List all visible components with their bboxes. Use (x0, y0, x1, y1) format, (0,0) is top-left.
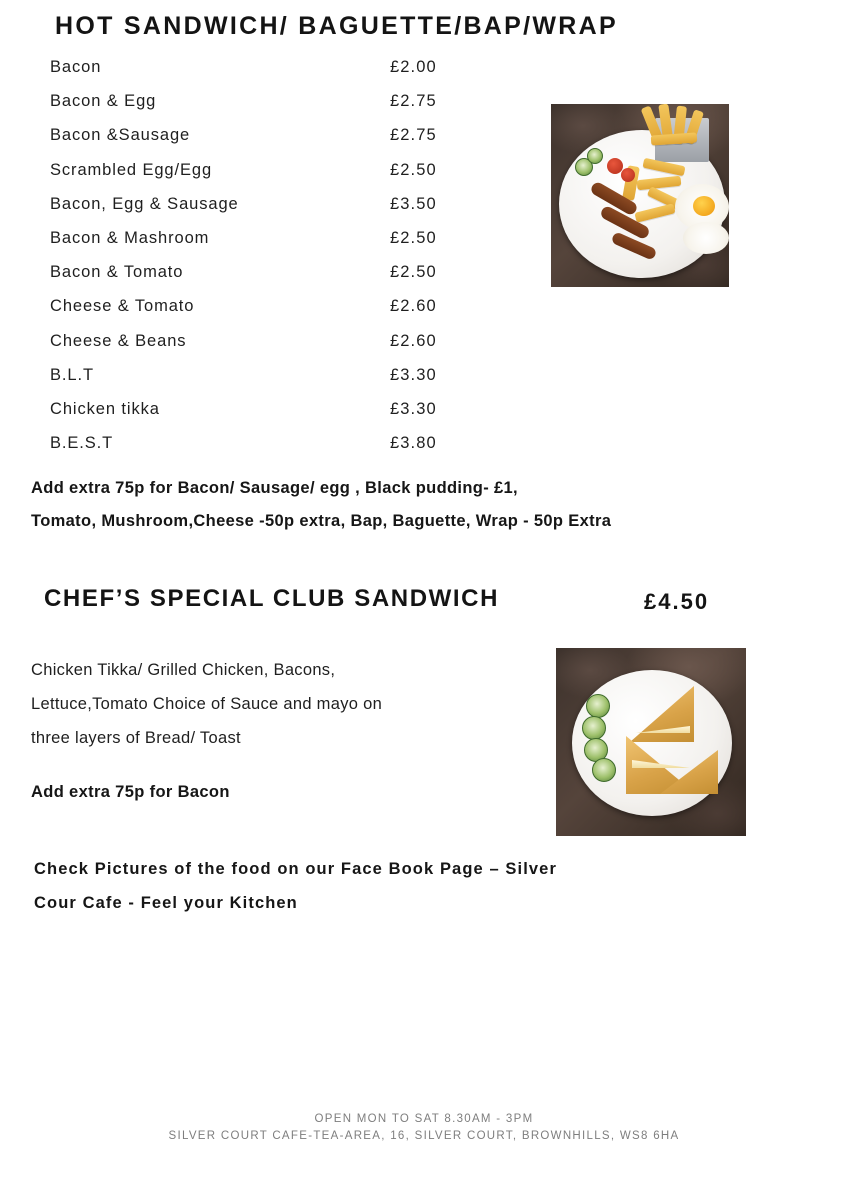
menu-item-price: £3.30 (390, 365, 437, 384)
menu-item-price: £2.50 (390, 160, 437, 179)
menu-item-name: Bacon &Sausage (50, 126, 191, 145)
footer-opening-hours: OPEN MON TO SAT 8.30AM - 3PM (314, 1113, 534, 1125)
club-sandwich-photo (556, 648, 746, 836)
menu-item-row (50, 58, 470, 92)
cucumber-slice (587, 148, 603, 164)
footer-address: SILVER COURT CAFE-TEA-AREA, 16, SILVER COURT, BROWNHILLS, WS8 6HA (168, 1130, 680, 1142)
menu-item-price: £2.50 (390, 228, 437, 247)
club-description-line-1: Chicken Tikka/ Grilled Chicken, Bacons, (31, 661, 336, 679)
club-extras-note-text: Add extra 75p for Bacon (31, 783, 230, 801)
menu-item-name: B.L.T (50, 365, 94, 384)
club-sandwich-description (31, 653, 511, 755)
menu-item-price: £2.60 (390, 331, 437, 350)
menu-item-row (50, 126, 470, 160)
extras-note-line-1: Add extra 75p for Bacon/ Sausage/ egg , Black pudding- £1, (31, 479, 518, 497)
menu-item-row (50, 400, 470, 434)
extras-note (31, 472, 791, 538)
breakfast-plate-photo (551, 104, 729, 287)
tomato-slice (621, 168, 635, 182)
club-sandwich-section-title: CHEF’S SPECIAL CLUB SANDWICH (44, 585, 500, 612)
menu-item-price: £3.30 (390, 399, 437, 418)
egg-yolk (693, 196, 715, 216)
menu-item-price: £2.75 (390, 92, 437, 111)
menu-item-name: Chicken tikka (50, 399, 160, 418)
menu-item-price: £2.75 (390, 126, 437, 145)
menu-item-name: Cheese & Beans (50, 331, 187, 350)
menu-item-name: Bacon & Tomato (50, 263, 184, 282)
hot-sandwich-price-list (50, 58, 470, 468)
cucumber-slice (592, 758, 616, 782)
menu-item-price: £2.00 (390, 58, 437, 76)
club-sandwich-price: £4.50 (644, 589, 710, 614)
facebook-note (34, 852, 734, 920)
menu-item-row (50, 263, 470, 297)
menu-item-name: Cheese & Tomato (50, 297, 195, 316)
club-description-line-2: Lettuce,Tomato Choice of Sauce and mayo on (31, 695, 383, 713)
menu-item-price: £2.60 (390, 297, 437, 316)
menu-item-price: £3.80 (390, 434, 437, 453)
menu-item-row (50, 434, 470, 468)
menu-item-name: Bacon (50, 58, 102, 76)
menu-item-price: £3.50 (390, 194, 437, 213)
menu-item-name: Bacon, Egg & Sausage (50, 194, 239, 213)
menu-item-row (50, 229, 470, 263)
menu-item-row (50, 195, 470, 229)
cucumber-slice (582, 716, 606, 740)
menu-item-name: Scrambled Egg/Egg (50, 160, 213, 179)
hot-sandwich-section-title: HOT SANDWICH/ BAGUETTE/BAP/WRAP (55, 12, 618, 40)
facebook-note-line-2: Cour Cafe - Feel your Kitchen (34, 894, 298, 912)
menu-item-row (50, 161, 470, 195)
menu-item-row (50, 366, 470, 400)
facebook-note-line-1: Check Pictures of the food on our Face Book Page – Silver (34, 860, 557, 878)
menu-item-row (50, 297, 470, 331)
club-description-line-3: three layers of Bread/ Toast (31, 729, 241, 747)
fried-egg (683, 222, 729, 254)
extras-note-line-2: Tomato, Mushroom,Cheese -50p extra, Bap, Baguette, Wrap - 50p Extra (31, 512, 612, 530)
menu-item-name: Bacon & Egg (50, 92, 157, 111)
menu-item-name: Bacon & Mashroom (50, 228, 210, 247)
menu-item-price: £2.50 (390, 263, 437, 282)
menu-item-row (50, 92, 470, 126)
cucumber-slice (586, 694, 610, 718)
menu-item-row (50, 332, 470, 366)
menu-item-name: B.E.S.T (50, 434, 114, 453)
